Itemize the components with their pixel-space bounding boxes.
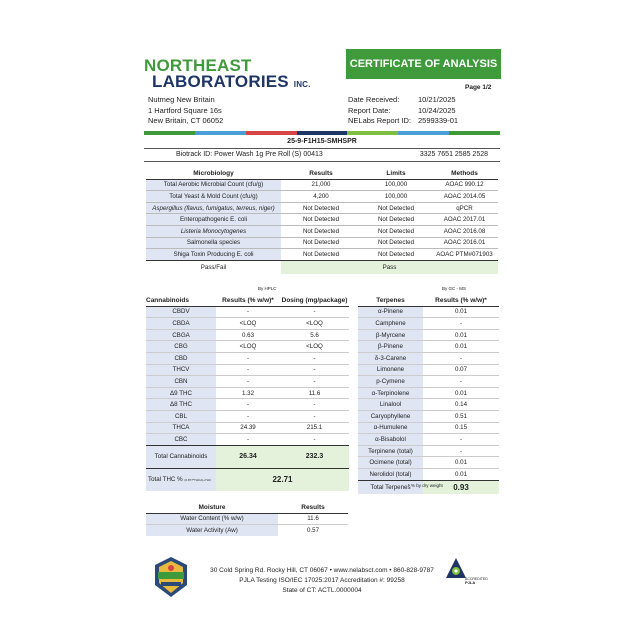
analyte-value: - (216, 306, 280, 318)
biotrack-row (144, 148, 500, 162)
table-row (146, 525, 348, 536)
analyte-value: - (280, 306, 349, 318)
table-row (358, 318, 499, 330)
analyte-name: Ocimene (total) (358, 457, 423, 469)
client-address-line1: 1 Hartford Square 16s (148, 105, 222, 115)
total-cannabinoids-row (146, 445, 349, 468)
color-band (144, 131, 500, 135)
test-name: Listeria Monocytogenes (146, 225, 281, 237)
analyte-name: Δ8 THC (146, 399, 216, 411)
analyte-value: - (423, 445, 499, 457)
moisture-name: Water Activity (Aw) (146, 525, 278, 536)
footer-address: 30 Cold Spring Rd. Rocky Hill, CT 06067 • www.nelabsct.com • 860-828-9787 (210, 567, 434, 574)
pjla-label (465, 577, 488, 585)
result: 21,000 (281, 179, 361, 191)
table-row (146, 225, 498, 237)
table-row (146, 513, 348, 525)
passfail-result: Pass (281, 260, 498, 274)
table-row (146, 214, 498, 226)
table-row (146, 306, 349, 318)
test-name: Total Aerobic Microbial Count (cfu/g) (146, 179, 281, 191)
analyte-value: 0.01 (423, 341, 499, 353)
analyte-name: THCA (146, 422, 216, 434)
analyte-value: 0.51 (423, 410, 499, 422)
analyte-value: 5.6 (280, 329, 349, 341)
analyte-value: - (280, 376, 349, 388)
micro-header: Limits (361, 168, 431, 179)
result: 4,200 (281, 191, 361, 203)
result: Not Detected (281, 202, 361, 214)
micro-header: Microbiology (146, 168, 281, 179)
analyte-value: - (216, 376, 280, 388)
table-row (146, 399, 349, 411)
result: Not Detected (281, 225, 361, 237)
report-labels (348, 95, 411, 127)
table-row (358, 329, 499, 341)
microbiology-table (146, 168, 498, 274)
analyte-name: CBD (146, 352, 216, 364)
analyte-name: Terpinene (total) (358, 445, 423, 457)
method: qPCR (431, 202, 498, 214)
result: Not Detected (281, 249, 361, 261)
micro-header: Results (281, 168, 361, 179)
table-row (146, 329, 349, 341)
report-id-label: NELabs Report ID: (348, 116, 411, 125)
logo-line-1: NORTHEAST (144, 56, 252, 75)
analyte-value: <LOQ (280, 318, 349, 330)
analyte-value: - (216, 410, 280, 422)
analyte-value: <LOQ (216, 341, 280, 353)
band-segment (297, 131, 348, 135)
analyte-name: α-Bisabolol (358, 434, 423, 446)
analyte-value: - (280, 399, 349, 411)
method: AOAC 2017.01 (431, 214, 498, 226)
analyte-value: - (216, 399, 280, 411)
table-row (358, 387, 499, 399)
table-row (358, 434, 499, 446)
analyte-value: - (280, 352, 349, 364)
sample-id: 25-9-F1H15-SMHSPR (287, 138, 357, 145)
report-values (418, 95, 458, 127)
test-name: Shiga Toxin Producing E. coli (146, 249, 281, 261)
limit: Not Detected (361, 249, 431, 261)
canna-header: Dosing (mg/package) (280, 295, 349, 306)
date-received-label: Date Received: (348, 95, 400, 104)
analyte-value: - (216, 364, 280, 376)
by-hplc-note: By HPLC (258, 286, 277, 291)
terpenes-table (358, 295, 499, 494)
analyte-value: 1.32 (216, 387, 280, 399)
analyte-name: Δ9 THC (146, 387, 216, 399)
moisture-name: Water Content (% w/w) (146, 513, 278, 525)
table-row (358, 341, 499, 353)
limit: Not Detected (361, 202, 431, 214)
limit: 100,000 (361, 179, 431, 191)
pjla-accredited: ACCREDITED (465, 577, 488, 581)
test-name: Total Yeast & Mold Count (cfu/g) (146, 191, 281, 203)
total-cannabinoids-result: 26.34 (216, 445, 280, 468)
table-row (146, 191, 498, 203)
method: AOAC 990.12 (431, 179, 498, 191)
analyte-value: - (280, 410, 349, 422)
limit: Not Detected (361, 225, 431, 237)
test-name: Aspergillus (flavus, fumigatus, terreus, niger) (146, 202, 281, 214)
analyte-value: 11.6 (280, 387, 349, 399)
total-thc-row (146, 468, 349, 491)
analyte-name: β-Pinene (358, 341, 423, 353)
analyte-value: 24.39 (216, 422, 280, 434)
footer-accreditation: PJLA Testing ISO/IEC 17025:2017 Accreditation #: 99258 (239, 577, 405, 584)
limit: Not Detected (361, 237, 431, 249)
analyte-value: 0.01 (423, 387, 499, 399)
table-row (358, 445, 499, 457)
analyte-value: - (280, 434, 349, 446)
analyte-name: THCV (146, 364, 216, 376)
analyte-value: 215.1 (280, 422, 349, 434)
passfail-row (146, 260, 498, 274)
table-row (358, 352, 499, 364)
analyte-value: - (423, 352, 499, 364)
analyte-name: Camphene (358, 318, 423, 330)
analyte-value: 0.01 (423, 457, 499, 469)
analyte-value: 0.14 (423, 399, 499, 411)
passfail-label: Pass/Fail (146, 260, 281, 274)
analyte-value: - (216, 352, 280, 364)
table-row (358, 364, 499, 376)
client-name: Nutmeg New Britain (148, 95, 215, 104)
dry-weight-note: * % by dry weight (408, 483, 443, 488)
analyte-name: α-Pinene (358, 306, 423, 318)
logo-line-2: LABORATORIES INC. (152, 72, 311, 91)
analyte-name: p-Cymene (358, 376, 423, 388)
method: AOAC 2016.08 (431, 225, 498, 237)
analyte-value: - (216, 434, 280, 446)
analyte-value: <LOQ (280, 341, 349, 353)
certificate-banner: CERTIFICATE OF ANALYSIS (346, 49, 501, 79)
client-address (148, 95, 223, 127)
total-thc-value: 22.71 (216, 468, 349, 491)
table-row (146, 410, 349, 422)
table-row (146, 341, 349, 353)
analyte-name: Linalool (358, 399, 423, 411)
analyte-name: CBC (146, 434, 216, 446)
test-name: Salmonella species (146, 237, 281, 249)
table-row (146, 179, 498, 191)
footer-state: State of CT: ACTL.0000004 (282, 587, 362, 594)
biotrack-label: Biotrack ID: Power Wash 1g Pre Roll (S) 00413 (176, 151, 323, 158)
terp-header: Terpenes (358, 295, 423, 306)
limit: 100,000 (361, 191, 431, 203)
analyte-name: β-Myrcene (358, 329, 423, 341)
band-segment (449, 131, 500, 135)
report-id: 2599339-01 (418, 116, 459, 125)
micro-header: Methods (431, 168, 498, 179)
analyte-name: α-Humulene (358, 422, 423, 434)
result: Not Detected (281, 237, 361, 249)
table-row (358, 410, 499, 422)
table-row (146, 422, 349, 434)
page-number: Page 1/2 (465, 84, 492, 91)
pjla-name: PJLA (465, 580, 476, 585)
report-date-label: Report Date: (348, 105, 391, 115)
analyte-value: 0.07 (423, 364, 499, 376)
terp-header: Results (% w/w)* (423, 295, 499, 306)
table-row (146, 376, 349, 388)
table-row (358, 468, 499, 480)
table-row (146, 202, 498, 214)
analyte-value: 0.15 (423, 422, 499, 434)
moisture-header: Moisture (146, 502, 278, 513)
table-row (146, 318, 349, 330)
total-thc-label: Total THC % (0.877*THCA)+THC (146, 468, 216, 491)
report-date: 10/24/2025 (418, 105, 456, 115)
table-row (146, 387, 349, 399)
band-segment (398, 131, 449, 135)
date-received: 10/21/2025 (418, 95, 456, 104)
analyte-value: - (280, 364, 349, 376)
table-row (358, 422, 499, 434)
by-gcms-note: By GC - MS (442, 286, 467, 291)
canna-header: Cannabinoids (146, 295, 216, 306)
total-cannabinoids-label: Total Cannabinoids (146, 445, 216, 468)
table-row (146, 434, 349, 446)
total-terpenes-value: 0.93 (423, 480, 499, 494)
analyte-name: CBDV (146, 306, 216, 318)
table-row (146, 249, 498, 261)
moisture-header: Results (278, 502, 348, 513)
analyte-name: Caryophyllene (358, 410, 423, 422)
analyte-value: 0.63 (216, 329, 280, 341)
result: Not Detected (281, 214, 361, 226)
analyte-name: δ-3-Carene (358, 352, 423, 364)
band-segment (195, 131, 246, 135)
canna-header: Results (% w/w)* (216, 295, 280, 306)
analyte-name: CBDA (146, 318, 216, 330)
moisture-table (146, 502, 348, 536)
biotrack-number: 3325 7651 2585 2528 (419, 151, 488, 158)
analyte-value: - (423, 376, 499, 388)
moisture-value: 11.6 (278, 513, 348, 525)
method: AOAC 2016.01 (431, 237, 498, 249)
table-row (358, 306, 499, 318)
method: AOAC PTM#071903 (431, 249, 498, 261)
table-row (358, 376, 499, 388)
table-row (358, 457, 499, 469)
band-segment (144, 131, 195, 135)
analyte-value: 0.01 (423, 306, 499, 318)
analyte-name: CBGA (146, 329, 216, 341)
analyte-value: - (423, 318, 499, 330)
test-name: Enteropathogenic E. coli (146, 214, 281, 226)
analyte-value: - (423, 434, 499, 446)
band-segment (246, 131, 297, 135)
analyte-name: CBL (146, 410, 216, 422)
table-row (146, 237, 498, 249)
analyte-value: 0.01 (423, 468, 499, 480)
analyte-name: CBN (146, 376, 216, 388)
analyte-name: Limonene (358, 364, 423, 376)
cannabinoids-table (146, 295, 349, 491)
limit: Not Detected (361, 214, 431, 226)
table-row (146, 364, 349, 376)
total-cannabinoids-dosing: 232.3 (280, 445, 349, 468)
total-terpenes-label: Total Terpenes (358, 480, 423, 494)
method: AOAC 2014.05 (431, 191, 498, 203)
analyte-value: 0.01 (423, 329, 499, 341)
client-address-line2: New Britain, CT 06052 (148, 116, 224, 125)
analyte-name: CBG (146, 341, 216, 353)
analyte-name: α-Terpinolene (358, 387, 423, 399)
moisture-value: 0.57 (278, 525, 348, 536)
analyte-name: Nerolidol (total) (358, 468, 423, 480)
table-row (146, 352, 349, 364)
table-row (358, 399, 499, 411)
band-segment (347, 131, 398, 135)
analyte-value: <LOQ (216, 318, 280, 330)
